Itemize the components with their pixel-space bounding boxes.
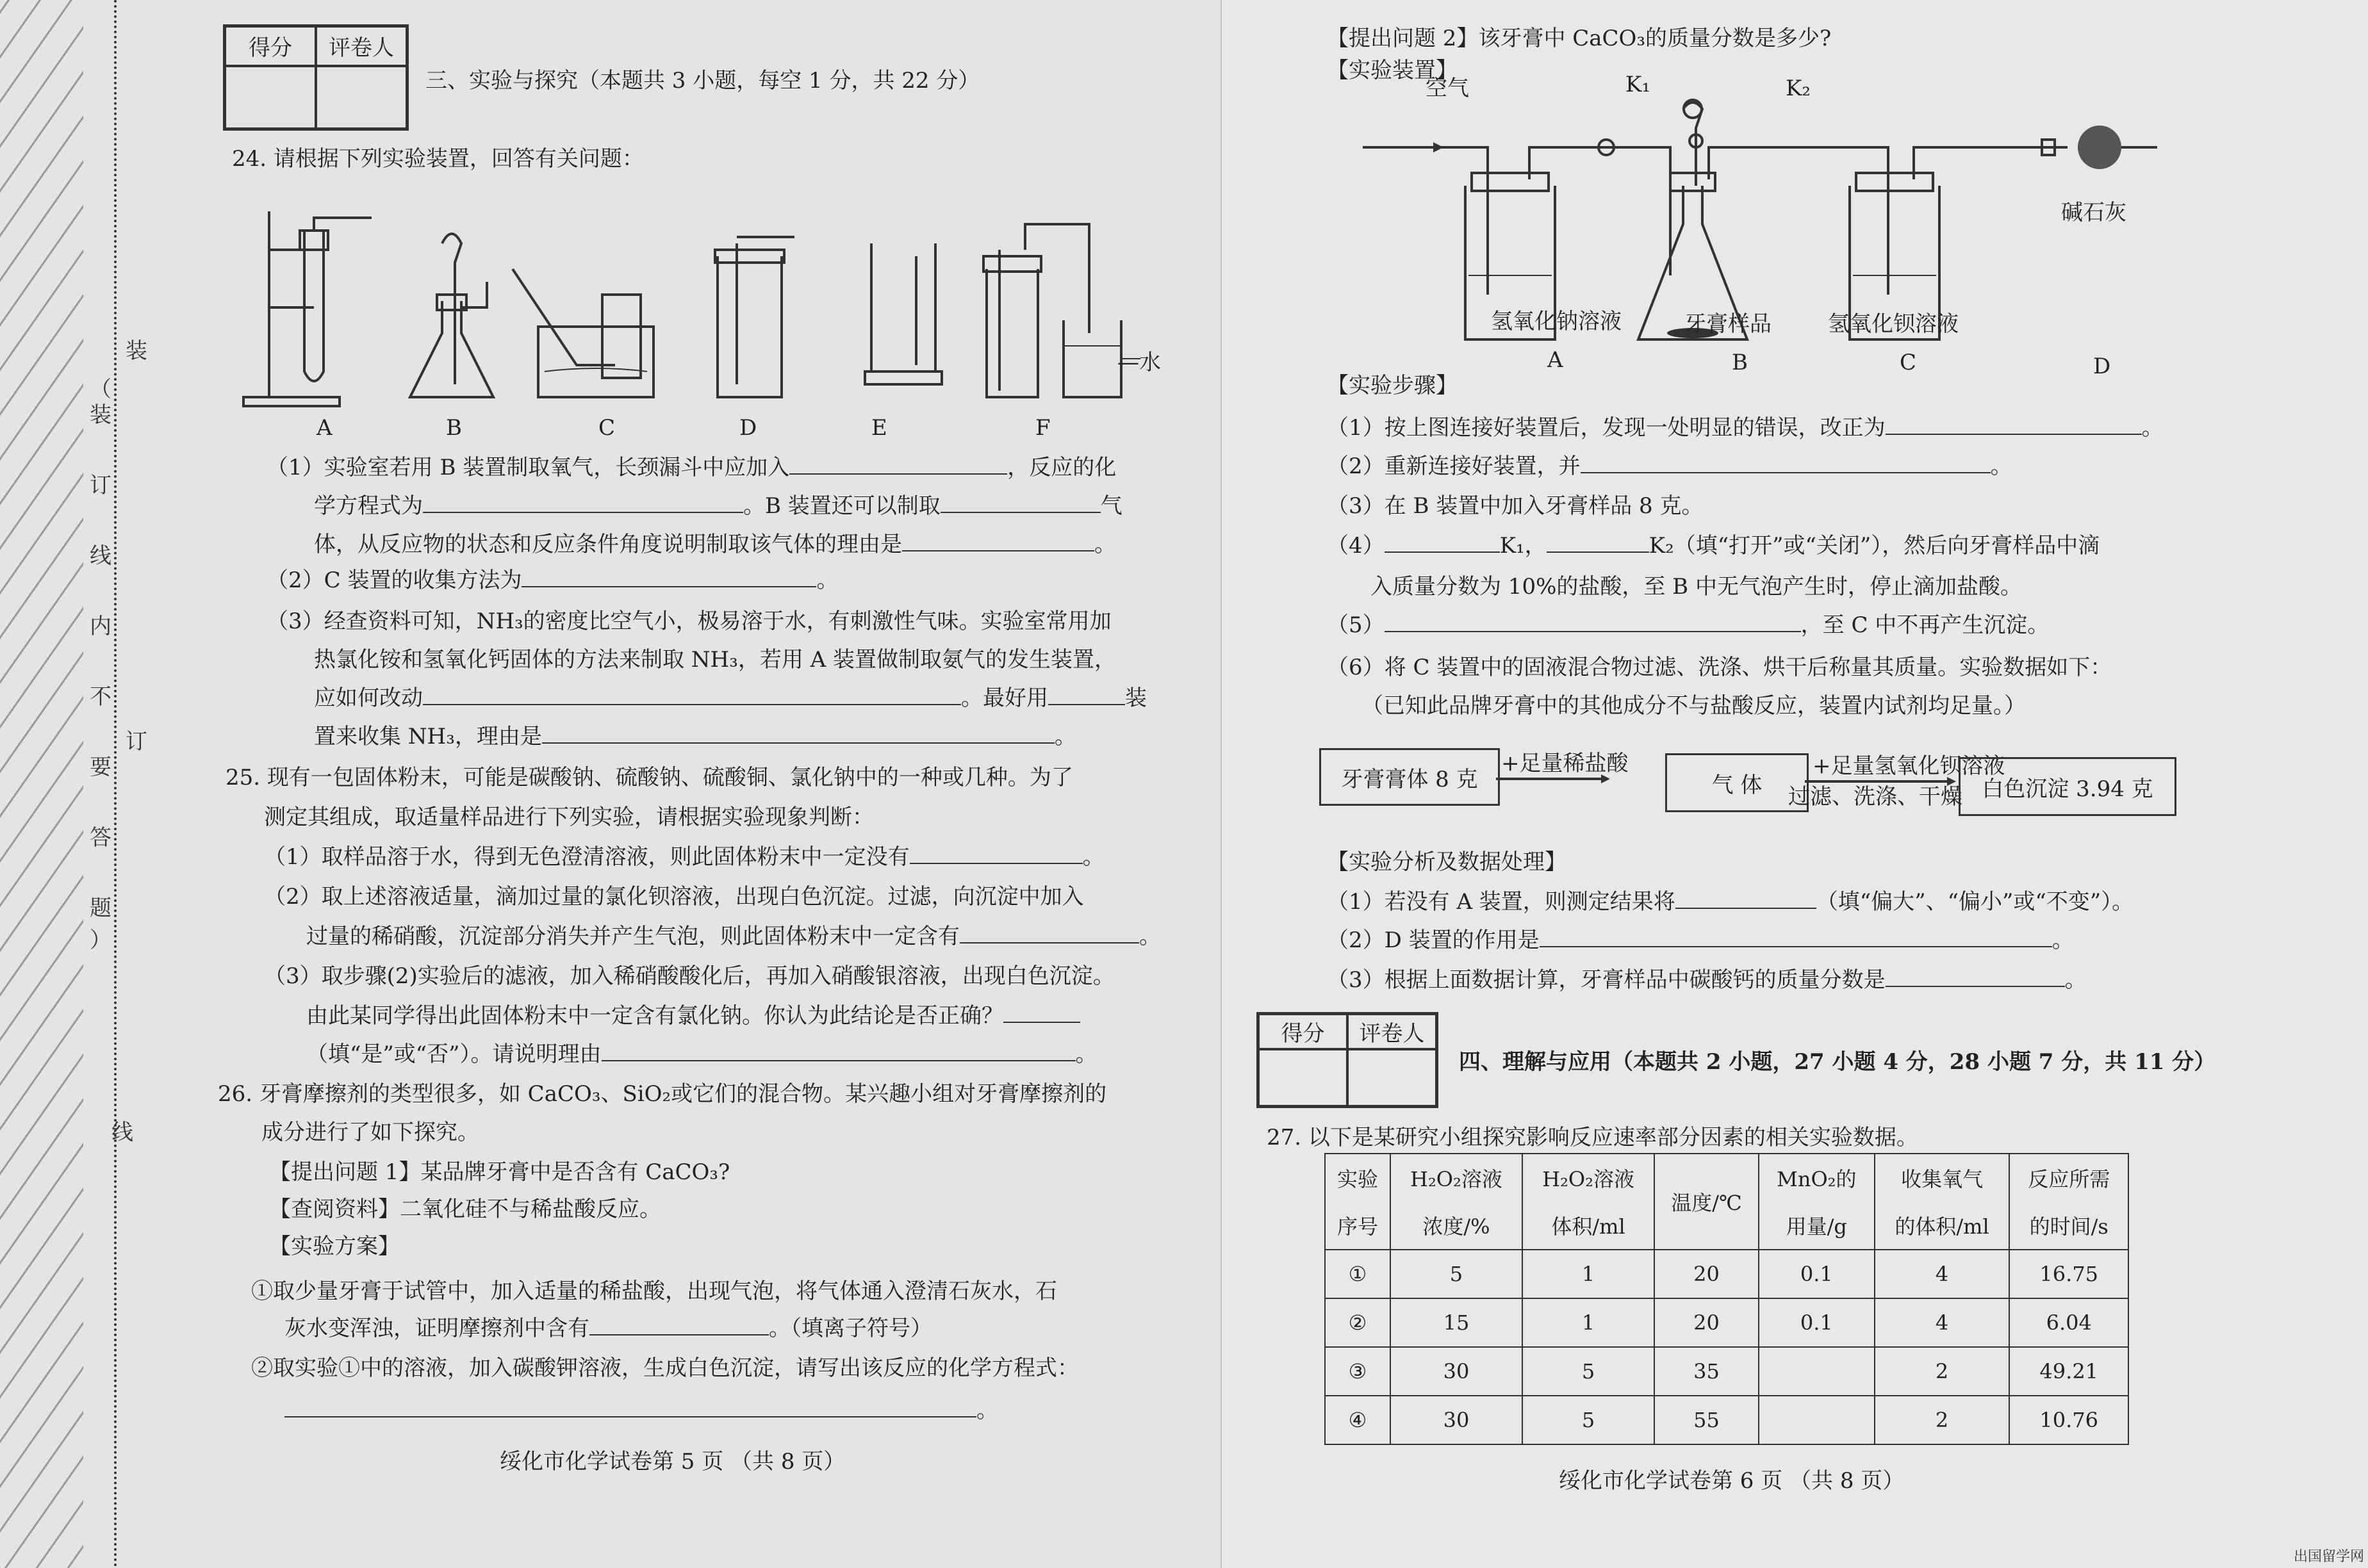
margin-char: 不 — [90, 684, 111, 710]
table-header-cell: 的体积/ml — [1875, 1202, 2010, 1250]
answer-blank[interactable] — [910, 844, 1083, 864]
answer-blank[interactable] — [1886, 967, 2065, 987]
score-box — [223, 24, 409, 131]
step-2: （2）重新连接好装置，并 。 — [1327, 453, 2012, 479]
table-cell — [1759, 1396, 1875, 1444]
answer-blank[interactable] — [542, 723, 1055, 744]
q25-line-5: 过量的稀硝酸，沉淀部分消失并产生气泡，则此固体粉末中一定含有 。 — [306, 924, 1161, 949]
watermark-logo: 出国留学网 — [2293, 1549, 2364, 1565]
soda-lime-label: 碱石灰 — [2061, 200, 2126, 225]
q24-line-1: （1）实验室若用 B 装置制取氧气，长颈漏斗中应加入 ，反应的化 — [267, 455, 1117, 480]
table-cell: 15 — [1390, 1298, 1522, 1347]
margin-char: 装 — [90, 402, 111, 428]
table-cell: 20 — [1654, 1298, 1759, 1347]
q26-line-3: 【提出问题 1】某品牌牙膏中是否含有 CaCO₃? — [269, 1159, 730, 1185]
table-header-cell: 用量/g — [1759, 1202, 1875, 1250]
margin-char: ） — [90, 927, 111, 953]
table-cell: 2 — [1875, 1396, 2010, 1444]
table-cell: 4 — [1875, 1298, 2010, 1347]
flow-arrow-1 — [1496, 772, 1611, 785]
binding-dotted-line — [114, 0, 117, 1568]
table-header-cell: MnO₂的 — [1759, 1154, 1875, 1202]
table-header-cell: 浓度/% — [1390, 1202, 1522, 1250]
apparatus-d — [715, 237, 794, 397]
table-header-cell: 序号 — [1325, 1202, 1390, 1250]
table-cell — [1759, 1347, 1875, 1396]
page-footer: 绥化市化学试卷第 5 页 （共 8 页） — [500, 1449, 846, 1474]
answer-blank[interactable] — [789, 454, 1007, 475]
q25-line-7: 由此某同学得出此固体粉末中一定含有氯化钠。你认为此结论是否正确？ — [306, 1002, 1080, 1030]
q25-line-6: （3）取步骤(2)实验后的滤液，加入稀硝酸酸化后，再加入硝酸银溶液，出现白色沉淀。 — [264, 963, 1115, 989]
answer-blank[interactable] — [1581, 453, 1991, 473]
table-header-cell: H₂O₂溶液 — [1390, 1154, 1522, 1202]
table-cell: ① — [1325, 1250, 1390, 1298]
table-cell: 5 — [1522, 1347, 1654, 1396]
right-page — [1221, 0, 2368, 1568]
step-4-cont: 入质量分数为 10%的盐酸，至 B 中无气泡产生时，停止滴加盐酸。 — [1370, 574, 2022, 600]
table-cell: 1 — [1522, 1298, 1654, 1347]
apparatus-label-d: D — [739, 415, 757, 441]
q26-line-5: 【实验方案】 — [269, 1234, 400, 1259]
table-header-cell: 实验 — [1325, 1154, 1390, 1202]
margin-char: 要 — [90, 755, 111, 780]
table-cell: 2 — [1875, 1347, 2010, 1396]
k1-label: K₁ — [1625, 72, 1651, 97]
answer-blank[interactable] — [1547, 532, 1649, 553]
table-header-cell: 收集氧气 — [1875, 1154, 2010, 1202]
device-b-label: 牙膏样品 — [1684, 311, 1772, 337]
table-cell: 5 — [1522, 1396, 1654, 1444]
device-c-letter: C — [1900, 350, 1917, 375]
table-row — [1325, 1396, 2128, 1444]
q25-line-2: 测定其组成，取适量样品进行下列实验，请根据实验现象判断： — [264, 804, 874, 830]
score-box-2 — [1256, 1012, 1438, 1108]
table-row — [1325, 1347, 2128, 1396]
binding-hatching — [0, 0, 83, 1568]
q25-line-8: （填“是”或“否”）。请说明理由 。 — [306, 1041, 1098, 1067]
table-header-cell: H₂O₂溶液 — [1522, 1154, 1654, 1202]
reviewer-label: 评卷人 — [316, 26, 407, 66]
step-5: （5） ，至 C 中不再产生沉淀。 — [1327, 612, 2050, 638]
q24-line-4: （2）C 装置的收集方法为 。 — [267, 568, 839, 593]
margin-char: 线 — [90, 543, 111, 569]
device-title: 【实验装置】 — [1327, 58, 1458, 83]
answer-blank[interactable] — [1675, 888, 1816, 909]
answer-blank[interactable] — [1385, 532, 1500, 553]
table-header-cell: 的时间/s — [2009, 1202, 2128, 1250]
apparatus-c — [513, 269, 654, 397]
table-cell: 55 — [1654, 1396, 1759, 1444]
flow-arrow-2-bottom: 过滤、洗涤、干燥 — [1788, 784, 1962, 810]
q2-title: 【提出问题 2】该牙膏中 CaCO₃的质量分数是多少? — [1327, 26, 1832, 51]
flow-arrow-2-top: +足量氢氧化钡溶液 — [1813, 753, 2005, 779]
analysis-3: （3）根据上面数据计算，牙膏样品中碳酸钙的质量分数是 。 — [1327, 967, 2087, 993]
score-cell[interactable] — [225, 66, 316, 129]
analysis-2: （2）D 装置的作用是 。 — [1327, 927, 2074, 953]
apparatus-a — [243, 211, 372, 406]
table-cell: 30 — [1390, 1396, 1522, 1444]
table-cell: 49.21 — [2009, 1347, 2128, 1396]
reaction-rate-table — [1324, 1153, 2129, 1445]
table-row — [1325, 1250, 2128, 1298]
answer-blank[interactable] — [423, 685, 961, 705]
margin-char: 订 — [90, 473, 111, 498]
table-header-cell: 温度/℃ — [1654, 1154, 1759, 1250]
k2-label: K₂ — [1786, 76, 1811, 101]
step-3: （3）在 B 装置中加入牙膏样品 8 克。 — [1327, 493, 1704, 519]
apparatus-label-e: E — [871, 415, 887, 441]
margin-char: 装 — [126, 338, 147, 364]
step-1: （1）按上图连接好装置后，发现一处明显的错误，改正为 。 — [1327, 415, 2164, 441]
margin-char: 线 — [111, 1120, 133, 1145]
score-label: 得分 — [225, 26, 316, 66]
apparatus-label-a: A — [317, 415, 333, 441]
margin-char: （ — [90, 377, 111, 402]
answer-blank[interactable] — [589, 1315, 769, 1335]
reviewer-label: 评卷人 — [1347, 1014, 1436, 1049]
air-label: 空气 — [1426, 76, 1469, 101]
device-a-letter: A — [1547, 347, 1563, 373]
table-cell: 0.1 — [1759, 1298, 1875, 1347]
table-cell: 0.1 — [1759, 1250, 1875, 1298]
q24-line-8: 置来收集 NH₃，理由是 。 — [314, 724, 1076, 749]
margin-char: 答 — [90, 825, 111, 851]
score-cell[interactable] — [1258, 1049, 1347, 1106]
water-label: —水 — [1117, 350, 1161, 375]
table-cell: 10.76 — [2009, 1396, 2128, 1444]
answer-blank[interactable] — [602, 1041, 1076, 1061]
flow-arrow-1-label: +足量稀盐酸 — [1501, 751, 1629, 776]
q27-stem: 27. 以下是某研究小组探究影响反应速率部分因素的相关实验数据。 — [1267, 1125, 1918, 1150]
q26-line-2: 成分进行了如下探究。 — [261, 1120, 479, 1145]
q26-line-9: 。 — [284, 1396, 998, 1425]
step-4: （4） K₁， K₂（填“打开”或“关闭”），然后向牙膏样品中滴 — [1327, 533, 2100, 559]
table-cell: 30 — [1390, 1347, 1522, 1396]
section4-title: 四、理解与应用（本题共 2 小题，27 小题 4 分，28 小题 7 分，共 11 分） — [1459, 1049, 2216, 1075]
apparatus-b — [410, 234, 493, 397]
answer-blank[interactable] — [941, 493, 1101, 513]
flow-box-gas: 气 体 — [1665, 753, 1809, 812]
reviewer-cell[interactable] — [316, 66, 407, 129]
q26-line-7: 灰水变浑浊，证明摩擦剂中含有 。（填离子符号） — [284, 1316, 932, 1341]
table-cell: 1 — [1522, 1250, 1654, 1298]
table-header-cell: 体积/ml — [1522, 1202, 1654, 1250]
q25-line-4: （2）取上述溶液适量，滴加过量的氯化钡溶液，出现白色沉淀。过滤，向沉淀中加入 — [264, 884, 1084, 910]
apparatus-label-c: C — [598, 415, 616, 441]
step-6-note: （已知此品牌牙膏中的其他成分不与盐酸反应，装置内试剂均足量。） — [1361, 693, 2026, 719]
apparatus-diagram — [231, 205, 1192, 442]
q24-line-6: 热氯化铵和氢氧化钙固体的方法来制取 NH₃，若用 A 装置做制取氨气的发生装置， — [314, 647, 1117, 673]
answer-blank[interactable] — [1048, 685, 1125, 705]
table-cell: 20 — [1654, 1250, 1759, 1298]
table-cell: 35 — [1654, 1347, 1759, 1396]
device-b — [1638, 100, 1869, 339]
q24-stem: 24. 请根据下列实验装置，回答有关问题： — [232, 146, 644, 172]
analysis-title: 【实验分析及数据处理】 — [1327, 849, 1566, 875]
table-header-row — [1325, 1154, 2128, 1202]
answer-blank[interactable] — [1385, 612, 1801, 632]
apparatus-e — [865, 243, 942, 384]
q26-line-8: ②取实验①中的溶液，加入碳酸钾溶液，生成白色沉淀，请写出该反应的化学方程式： — [251, 1355, 1079, 1381]
table-cell: 16.75 — [2009, 1250, 2128, 1298]
q26-line-6: ①取少量牙膏于试管中，加入适量的稀盐酸，出现气泡，将气体通入澄清石灰水，石 — [251, 1278, 1057, 1304]
table-cell: ④ — [1325, 1396, 1390, 1444]
apparatus-label-b: B — [446, 415, 462, 441]
table-cell: 6.04 — [2009, 1298, 2128, 1347]
device-b-letter: B — [1732, 350, 1748, 375]
answer-blank[interactable] — [1003, 1002, 1080, 1023]
q26-line-1: 26. 牙膏摩擦剂的类型很多，如 CaCO₃、SiO₂或它们的混合物。某兴趣小组对牙膏摩擦剂的 — [218, 1081, 1107, 1107]
flow-box-precipitate: 白色沉淀 3.94 克 — [1959, 757, 2176, 816]
margin-char: 订 — [126, 729, 147, 755]
table-header-cell: 反应所需 — [2009, 1154, 2128, 1202]
step-6: （6）将 C 装置中的固液混合物过滤、洗涤、烘干后称量其质量。实验数据如下： — [1327, 655, 2112, 680]
answer-blank[interactable] — [284, 1397, 976, 1417]
flow-box-paste: 牙膏膏体 8 克 — [1319, 748, 1500, 806]
margin-char: 内 — [90, 614, 111, 639]
apparatus-label-f: F — [1035, 415, 1051, 441]
table-cell: ② — [1325, 1298, 1390, 1347]
q26-line-4: 【查阅资料】二氧化硅不与稀盐酸反应。 — [269, 1196, 661, 1222]
q24-line-5: （3）经查资料可知，NH₃的密度比空气小，极易溶于水，有刺激性气味。实验室常用加 — [267, 608, 1112, 634]
answer-blank[interactable] — [1886, 414, 2142, 435]
answer-blank[interactable] — [960, 923, 1139, 943]
steps-title: 【实验步骤】 — [1327, 373, 1458, 398]
device-diagram — [1363, 83, 2196, 378]
table-cell: ③ — [1325, 1347, 1390, 1396]
margin-char: 题 — [90, 895, 111, 921]
score-label: 得分 — [1258, 1014, 1347, 1049]
q24-line-2: 学方程式为 。B 装置还可以制取 气 — [314, 493, 1122, 519]
device-d-letter: D — [2093, 354, 2111, 379]
analysis-1: （1）若没有 A 装置，则测定结果将 （填“偏大”、“偏小”或“不变”）。 — [1327, 889, 2134, 915]
q25-line-1: 25. 现有一包固体粉末，可能是碳酸钠、硫酸钠、硫酸铜、氯化钠中的一种或几种。为了 — [226, 765, 1073, 790]
device-c-label: 氢氧化钡溶液 — [1828, 311, 1959, 337]
q24-line-7: 应如何改动 。最好用 装 — [314, 685, 1147, 711]
reviewer-cell[interactable] — [1347, 1049, 1436, 1106]
answer-blank[interactable] — [423, 493, 743, 513]
table-cell: 4 — [1875, 1250, 2010, 1298]
section-title: 三、实验与探究（本题共 3 小题，每空 1 分，共 22 分） — [425, 68, 980, 94]
answer-blank[interactable] — [1540, 927, 2052, 947]
table-cell: 5 — [1390, 1250, 1522, 1298]
q25-line-3: （1）取样品溶于水，得到无色澄清溶液，则此固体粉末中一定没有 。 — [264, 844, 1105, 870]
device-a-label: 氢氧化钠溶液 — [1491, 309, 1622, 334]
answer-blank[interactable] — [902, 531, 1094, 551]
q24-line-3: 体，从反应物的状态和反应条件角度说明制取该气体的理由是 。 — [314, 532, 1116, 557]
soda-lime-icon — [2078, 126, 2121, 169]
page-footer: 绥化市化学试卷第 6 页 （共 8 页） — [1559, 1468, 1905, 1494]
table-row — [1325, 1298, 2128, 1347]
answer-blank[interactable] — [522, 567, 816, 587]
